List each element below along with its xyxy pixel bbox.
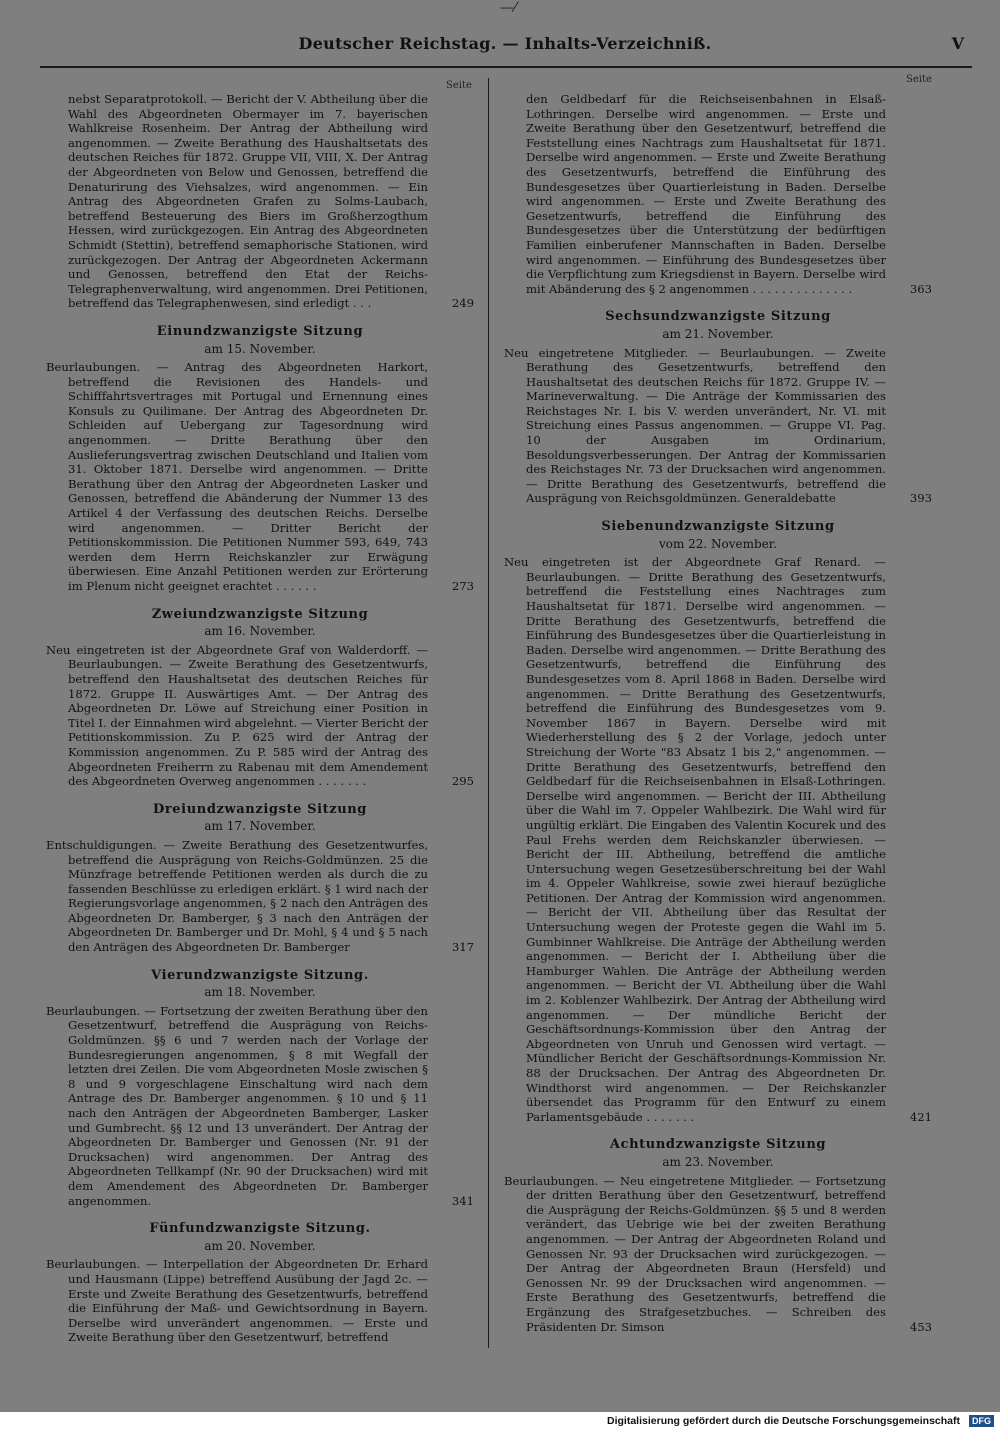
entry-text: Entschuldigungen. — Zweite Berathung des Gesetzentwurfes, betreffend die Ausprägung von Reichs-Goldmünzen. 25 die Münzfrage betreffende Petitionen werden als durch die zu fassenden Beschlüsse zu erledigen erklärt. § 1 wird nach der Regierungsvorlage angenommen, § 2 nach den Anträgen des Abgeordneten Dr. Bamberger, § 3 nach den Anträgen der Abgeordneten Dr. Bamberger und Dr. Mohl, § 4 und § 5 nach den Anträgen des Abgeordneten Dr. Bamberger bbox=[46, 837, 428, 955]
session-date: am 15. November. bbox=[204, 341, 316, 356]
session-date: vom 22. November. bbox=[658, 536, 778, 551]
session-date: am 16. November. bbox=[204, 624, 316, 639]
seite-label-left: Seite bbox=[446, 80, 472, 91]
seite-label-right: Seite bbox=[906, 74, 932, 85]
page-header bbox=[40, 34, 970, 60]
session-title: Dreiundzwanzigste Sitzung bbox=[152, 801, 367, 817]
session-date: am 18. November. bbox=[204, 985, 316, 1000]
session-heading bbox=[504, 310, 932, 341]
entry-text: Beurlaubungen. — Neu eingetretene Mitglieder. — Fortsetzung der dritten Berathung über den Gesetzentwurf, betreffend die Ausprägung der Reichs-Goldmünzen. §§ 5 und 8 werden verändert, das Uebrige wie bei der zweiten Berathung angenommen. — Der Antrag der Abgeordneten Roland und Genossen Nr. 93 der Drucksachen wird zurückgezogen. — Der Antrag der Abgeordneten Braun (Hersfeld) und Genossen Nr. 99 der Drucksachen wird angenommen. — Erste Berathung des Gesetzentwurfs, betreffend die Ergänzung des Strafgesetzbuches. — Schreiben des Präsidenten Dr. Simson bbox=[504, 1173, 886, 1334]
entry-text: Beurlaubungen. — Antrag des Abgeordneten Harkort, betreffend die Revisionen des Handels- und Schifffahrtsvertrages mit Portugal und Ernennung eines Konsuls zu Quilimane. Der Antrag des Abgeordneten Dr. Schleiden auf Uebergang zur Tagesordnung wird angenommen. — Dritte Berathung über den Auslieferungsvertrag zwischen Deutschland und Italien vom 31. Oktober 1871. Derselbe wird angenommen. — Dritte Berathung über den Antrag der Abgeordneten Lasker und Genossen, betreffend die Abänderung der Nummer 13 des Artikel 4 der Verfassung des deutschen Reichs. Derselbe wird angenommen. — Dritter Bericht der Petitionskommission. Die Petitionen Nummer 593, 649, 743 werden dem Herrn Reichskanzler zur Erwägung überwiesen. Eine Anzahl Petitionen werden zur Erörterung im Plenum nicht geeignet erachtet . . . . . . bbox=[46, 360, 428, 593]
session-entry bbox=[46, 1004, 474, 1208]
session-heading bbox=[46, 1222, 474, 1253]
left-column bbox=[46, 92, 474, 1345]
entry-text: Neu eingetreten ist der Abgeordnete Graf von Walderdorff. — Beurlaubungen. — Zweite Berathung des Gesetzentwurfs, betreffend den Haushaltsetat des deutschen Reiches für 1872. Gruppe II. Auswärtiges Amt. — Der Antrag des Abgeordneten Dr. Löwe auf Streichung einer Position in Titel I. der Einnahmen wird abgelehnt. — Vierter Bericht der Petitionskommission. Zu P. 625 wird der Antrag der Kommission angenommen. Zu P. 585 wird der Antrag des Abgeordneten Freiherrn zu Rabenau mit dem Amendement des Abgeordneten Overweg angenommen . . . . . . . bbox=[46, 642, 428, 789]
column-divider bbox=[488, 78, 489, 1348]
session-heading bbox=[504, 520, 932, 551]
session-entry bbox=[504, 555, 932, 1124]
session-title: Sechsundzwanzigste Sitzung bbox=[605, 309, 831, 325]
session-title: Einundzwanzigste Sitzung bbox=[156, 323, 364, 339]
session-title: Achtundzwanzigste Sitzung bbox=[609, 1137, 827, 1153]
session-title: Fünfundzwanzigste Sitzung. bbox=[149, 1221, 371, 1237]
session-title: Siebenundzwanzigste Sitzung bbox=[601, 519, 835, 535]
session-heading bbox=[46, 608, 474, 639]
session-entry bbox=[46, 838, 474, 955]
right-column bbox=[504, 92, 932, 1334]
session-date: am 17. November. bbox=[204, 819, 316, 834]
session-entry bbox=[46, 1257, 474, 1345]
session-heading bbox=[46, 803, 474, 834]
continuation-entry bbox=[504, 92, 932, 296]
entry-text: Beurlaubungen. — Fortsetzung der zweiten Berathung über den Gesetzentwurf, betreffend die Ausprägung von Reichs-Goldmünzen. §§ 6 und 7 werden nach der Vorlage der Bundesregierungen angenommen, § 8 mit Wegfall der letzten drei Zeilen. Die vom Abgeordneten Mosle zwischen § 8 und 9 vorgeschlagene Einschaltung wird nach dem Antrage des Dr. Bamberger angenommen. § 10 und § 11 nach den Anträgen der Abgeordneten Bamberger, Lasker und Gumbrecht. §§ 12 und 13 unverändert. Der Antrag der Abgeordneten Dr. Bamberger und Genossen (Nr. 91 der Drucksachen) wird angenommen. Der Antrag des Abgeordneten Tellkampf (Nr. 90 der Drucksachen) wird mit dem Amendement des Abgeordneten Dr. Bamberger angenommen. bbox=[46, 1003, 428, 1208]
entry-text: den Geldbedarf für die Reichseisenbahnen in Elsaß-Lothringen. Derselbe wird angenommen. — Erste und Zweite Berathung über den Gesetzentwurf, betreffend die Feststellung eines Nachtrags zum Haushaltsetat für 1871. Derselbe wird angenommen. — Erste und Zweite Berathung des Gesetzentwurfs, betreffend die Einführung des Bundesgesetzes über Quartierleistung in Baden. Derselbe wird angenommen. — Erste und Zweite Berathung des Gesetzentwurfs, betreffend die Einführung des Bundesgesetzes über die Unterstützung der bedürftigen Familien einberufener Mannschaften in Baden. Derselbe wird angenommen. — Einführung des Bundesgesetzes über die Verpflichtung zum Kriegsdienst in Bayern. Derselbe wird mit Abänderung des § 2 angenommen . . . . . . . . . . . . . . bbox=[526, 92, 886, 296]
entry-text: Neu eingetretene Mitglieder. — Beurlaubungen. — Zweite Berathung des Gesetzentwurfs, betreffend den Haushaltsetat des deutschen Reichs für 1872. Gruppe IV. — Marineverwaltung. — Die Anträge der Kommissarien des Reichstages Nr. I. bis V. werden unverändert, Nr. VI. mit Streichung eines Passus angenommen. — Gruppe VI. Pag. 10 der Ausgaben im Ordinarium, Besoldungsverbesserungen. Der Antrag der Kommissarien des Reichstages Nr. 73 der Drucksachen wird angenommen. — Dritte Berathung des Gesetzentwurfs, betreffend die Ausprägung von Reichsgoldmünzen. Generaldebatte bbox=[504, 345, 886, 506]
digitization-credit: Digitalisierung gefördert durch die Deutsche Forschungsgemeinschaft bbox=[607, 1415, 960, 1427]
session-heading bbox=[46, 969, 474, 1000]
session-date: am 23. November. bbox=[662, 1154, 774, 1169]
session-title: Vierundzwanzigste Sitzung. bbox=[151, 967, 369, 983]
scan-mark: —⁄ bbox=[500, 0, 517, 16]
header-rule bbox=[40, 66, 972, 68]
session-entry bbox=[504, 346, 932, 507]
session-entry bbox=[504, 1174, 932, 1335]
entry-text: Neu eingetreten ist der Abgeordnete Graf Renard. — Beurlaubungen. — Dritte Berathung des Gesetzentwurfs, betreffend die Feststellung eines Nachtrages zum Haushaltsetat für 1871. Derselbe wird angenommen. — Dritte Berathung des Gesetzentwurfs, betreffend die Einführung des Bundesgesetzes über die Quartierleistung in Baden. Derselbe wird angenommen. — Dritte Berathung des Gesetzentwurfs, betreffend die Einführung des Bundesgesetzes vom 8. April 1868 in Baden. Derselbe wird angenommen. — Dritte Berathung des Gesetzentwurfs, betreffend die Einführung des Bundesgesetzes vom 9. November 1867 in Bayern. Derselbe wird mit Wiederherstellung des § 2 der Vorlage, jedoch unter Streichung der Worte "83 Absatz 1 bis 2," angenommen. — Dritte Berathung des Gesetzentwurfs, betreffend den Geldbedarf für die Reichseisenbahnen in Elsaß-Lothringen. Derselbe wird angenommen. — Bericht der III. Abtheilung über die Wahl im 7. Oppeler Wahlbezirk. Die Wahl wird für ungültig erklärt. Die Eingaben des Valentin Kocurek und des Paul Frehs werden dem Reichskanzler überwiesen. — Bericht der III. Abtheilung, betreffend die amtliche Untersuchung wegen Gesetzesüberschreitung bei der Wahl im 4. Oppeler Wahlkreise, sowie zwei hierauf bezügliche Petitionen. Der Antrag der Kommission wird angenommen. — Bericht der VII. Abtheilung über das Resultat der Untersuchung wegen der Proteste gegen die Wahl im 5. Gumbinner Wahlkreise. Die Anträge der Abtheilung werden angenommen. — Bericht der I. Abtheilung über die Hamburger Wahlen. Die Anträge der Abtheilung werden angenommen. — Bericht der VI. Abtheilung über die Wahl im 2. Koblenzer Wahlbezirk. Der Antrag der Abtheilung wird angenommen. — Der mündliche Bericht der Geschäftsordnungs-Kommission über den Antrag der Abgeordneten von Unruh und Genossen wird vertagt. — Mündlicher Bericht der Geschäftsordnungs-Kommission Nr. 88 der Drucksachen. Der Antrag des Abgeordneten Dr. Windthorst wird angenommen. — Der Reichskanzler übersendet das Programm für den Entwurf zu einem Parlamentsgebäude . . . . . . . bbox=[504, 555, 886, 1124]
session-date: am 21. November. bbox=[662, 326, 774, 341]
session-title: Zweiundzwanzigste Sitzung bbox=[151, 606, 369, 622]
session-entry bbox=[46, 360, 474, 594]
entry-text: Beurlaubungen. — Interpellation der Abgeordneten Dr. Erhard und Hausmann (Lippe) betreffend Ausübung der Jagd 2c. — Erste und Zweite Berathung des Gesetzentwurfs, betreffend die Einführung der Maß- und Gewichtsordnung in Bayern. Derselbe wird unverändert angenommen. — Erste und Zweite Berathung über den Gesetzentwurf, betreffend bbox=[46, 1257, 428, 1345]
entry-page-number: 363 bbox=[909, 281, 932, 296]
page-title: Deutscher Reichstag. — Inhalts-Verzeichniß. bbox=[298, 34, 712, 53]
page-number: V bbox=[951, 34, 964, 53]
session-date: am 20. November. bbox=[204, 1238, 316, 1253]
entry-page-number: 249 bbox=[451, 296, 474, 311]
footer-bar bbox=[0, 1412, 1000, 1432]
dfg-logo: DFG bbox=[969, 1415, 994, 1427]
session-heading bbox=[46, 325, 474, 356]
continuation-entry bbox=[46, 92, 474, 311]
entry-text: nebst Separatprotokoll. — Bericht der V. Abtheilung über die Wahl des Abgeordneten Obermayer im 7. bayerischen Wahlkreise Rosenheim. Der Antrag der Abtheilung wird angenommen. — Zweite Berathung des Haushaltsetats des deutschen Reiches für 1872. Gruppe VII, VIII, X. Der Antrag der Abgeordneten von Below und Genossen, betreffend die Denaturirung des Viehsalzes, wird angenommen. — Ein Antrag des Abgeordneten Grafen zu Solms-Laubach, betreffend Besteuerung des Biers im Großherzogthum Hessen, wird zurückgezogen. Ein Antrag des Abgeordneten Schmidt (Stettin), betreffend semaphorische Stationen, wird zurückgezogen. Der Antrag der Abgeordneten Ackermann und Genossen, betreffend den Etat der Reichs-Telegraphenverwaltung, wird angenommen. Drei Petitionen, betreffend das Telegraphenwesen, sind erledigt . . . bbox=[68, 92, 428, 311]
session-heading bbox=[504, 1138, 932, 1169]
session-entry bbox=[46, 643, 474, 789]
